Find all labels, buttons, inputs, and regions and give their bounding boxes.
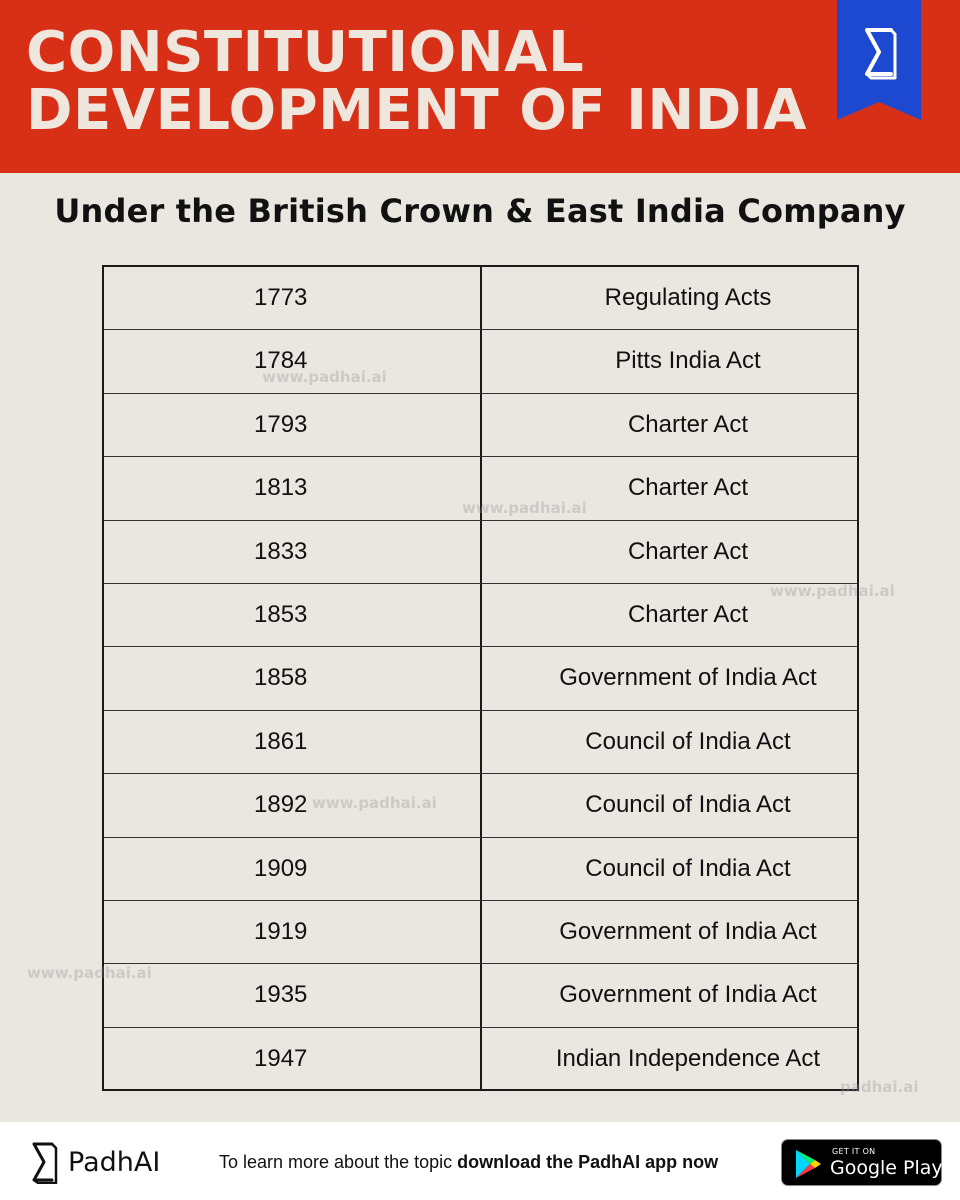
acts-table [102,265,859,1091]
act-cell: Government of India Act [559,981,817,1009]
store-small-label: GET IT ON [832,1147,876,1156]
table-row [104,838,857,901]
watermark: padhai.ai [840,1078,919,1096]
title-line-2: DEVELOPMENT OF INDIA [26,78,807,143]
year-cell: 1919 [254,918,308,945]
table-row [104,901,857,964]
title-line-1: CONSTITUTIONAL [26,20,585,85]
watermark: www.padhai.ai [462,499,587,517]
year-cell: 1813 [254,474,308,502]
watermark: www.padhai.ai [27,964,152,982]
table-row [104,647,857,710]
year-cell: 1861 [254,727,308,755]
store-big-label: Google Play [830,1157,943,1179]
act-cell: Charter Act [627,537,749,565]
brand-name: PadhAI [68,1146,161,1178]
act-cell: Indian Independence Act [555,1044,821,1072]
table-row [104,774,857,837]
year-cell: 1935 [254,981,308,1009]
table-row [104,330,857,393]
act-cell: Charter Act [627,410,749,438]
padhai-logo[interactable] [30,1140,160,1184]
year-cell: 1784 [254,347,308,375]
year-cell: 1947 [254,1044,308,1072]
act-cell: Council of India Act [585,791,791,819]
google-play-icon [794,1149,822,1179]
year-cell: 1892 [254,791,308,819]
act-cell: Pitts India Act [615,347,761,375]
download-message-prefix: To learn more about the topic [219,1152,458,1172]
act-cell: Charter Act [627,601,749,628]
act-cell: Council of India Act [585,727,791,755]
footer-bar [0,1122,960,1200]
page-title [26,20,807,143]
act-cell: Regulating Acts [604,284,772,311]
sigma-book-icon [30,1140,60,1184]
table-row [104,964,857,1027]
brand-ribbon [837,0,921,120]
watermark: www.padhai.ai [770,582,895,600]
act-cell: Government of India Act [559,918,817,945]
act-cell: Council of India Act [585,854,791,882]
section-subtitle: Under the British Crown & East India Company [54,192,906,230]
header-banner [0,0,960,173]
watermark: www.padhai.ai [262,368,387,386]
year-cell: 1833 [254,537,308,565]
table-row [104,521,857,584]
year-cell: 1773 [254,284,308,311]
table-row [104,584,857,647]
table-row [104,711,857,774]
table-row [104,267,857,330]
download-message-bold: download the PadhAI app now [457,1152,719,1172]
download-message [219,1152,718,1173]
year-cell: 1858 [254,664,308,692]
table-row [104,457,857,520]
table-row [104,394,857,457]
table-row [104,1028,857,1091]
act-cell: Charter Act [627,474,749,502]
year-cell: 1793 [254,410,308,438]
watermark: www.padhai.ai [312,794,437,812]
google-play-button[interactable] [781,1139,942,1186]
act-cell: Government of India Act [559,664,817,692]
year-cell: 1853 [254,601,308,628]
sigma-book-icon [857,24,901,80]
year-cell: 1909 [254,854,308,882]
